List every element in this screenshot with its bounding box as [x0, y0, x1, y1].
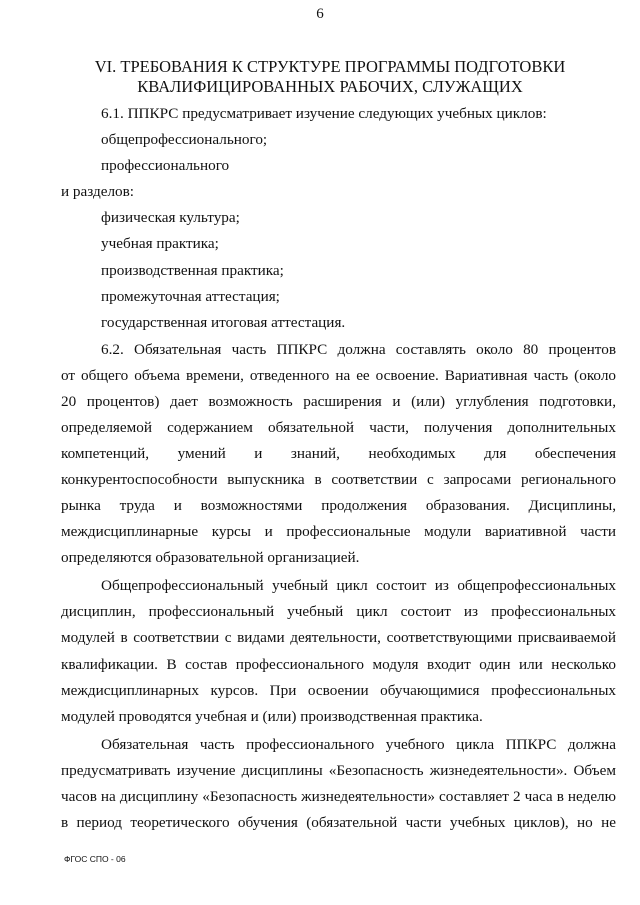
paragraph-cycles-line: модулей проводятся учебная и (или) производственная практика.	[61, 708, 483, 725]
paragraph-cycles-line: Общепрофессиональный учебный цикл состоит из общепрофессиональных	[101, 577, 616, 594]
sections-intro: и разделов:	[61, 183, 135, 200]
paragraph-cycles-line: дисциплин, профессиональный учебный цикл состоит из профессиональных	[61, 603, 616, 620]
paragraph-safety-line: Обязательная часть профессионального учебного цикла ППКРС должна	[101, 736, 616, 753]
paragraph-safety-line: в период теоретического обучения (обязательной части учебных циклов), но не	[61, 814, 616, 831]
paragraph-cycles-line: междисциплинарных курсов. При освоении обучающимися профессиональных	[61, 682, 616, 699]
paragraph-cycles-line: квалификации. В состав профессионального модуля входит один или несколько	[61, 656, 616, 673]
title-line-2: КВАЛИФИЦИРОВАННЫХ РАБОЧИХ, СЛУЖАЩИХ	[137, 77, 523, 97]
page-number: 6	[316, 6, 324, 22]
section-item: промежуточная аттестация;	[101, 288, 280, 305]
paragraph-6-2-line: определяемой содержанием обязательной части, получения дополнительных	[61, 419, 616, 436]
section-item: производственная практика;	[101, 262, 284, 279]
section-6-1-intro: 6.1. ППКРС предусматривает изучение следующих учебных циклов:	[101, 105, 547, 122]
paragraph-6-2-line: 6.2. Обязательная часть ППКРС должна составлять около 80 процентов	[101, 341, 616, 358]
paragraph-safety-line: часов на дисциплину «Безопасность жизнедеятельности» составляет 2 часа в неделю	[61, 788, 616, 805]
cycle-item: общепрофессионального;	[101, 131, 268, 148]
paragraph-6-2-line: компетенций, умений и знаний, необходимых для обеспечения	[61, 445, 616, 462]
cycle-item: профессионального	[101, 157, 230, 174]
paragraph-cycles-line: модулей в соответствии с видами деятельности, соответствующими присваиваемой	[61, 629, 616, 646]
paragraph-6-2-line: определяются образовательной организацией.	[61, 549, 360, 566]
section-item: физическая культура;	[101, 209, 240, 226]
paragraph-6-2-line: от общего объема времени, отведенного на ее освоение. Вариативная часть (около	[61, 367, 616, 384]
footer-code: ФГОС СПО - 06	[64, 854, 126, 864]
paragraph-6-2-line: междисциплинарные курсы и профессиональные модули вариативной части	[61, 523, 616, 540]
title-line-1: VI. ТРЕБОВАНИЯ К СТРУКТУРЕ ПРОГРАММЫ ПОДГОТОВКИ	[94, 57, 566, 77]
paragraph-6-2-line: конкурентоспособности выпускника в соответствии с запросами регионального	[61, 471, 616, 488]
section-item: учебная практика;	[101, 235, 219, 252]
paragraph-safety-line: предусматривать изучение дисциплины «Безопасность жизнедеятельности». Объем	[61, 762, 616, 779]
section-item: государственная итоговая аттестация.	[101, 314, 346, 331]
paragraph-6-2-line: 20 процентов) дает возможность расширения и (или) углубления подготовки,	[61, 393, 616, 410]
section-title	[70, 57, 590, 97]
paragraph-6-2-line: рынка труда и возможностями продолжения образования. Дисциплины,	[61, 497, 616, 514]
